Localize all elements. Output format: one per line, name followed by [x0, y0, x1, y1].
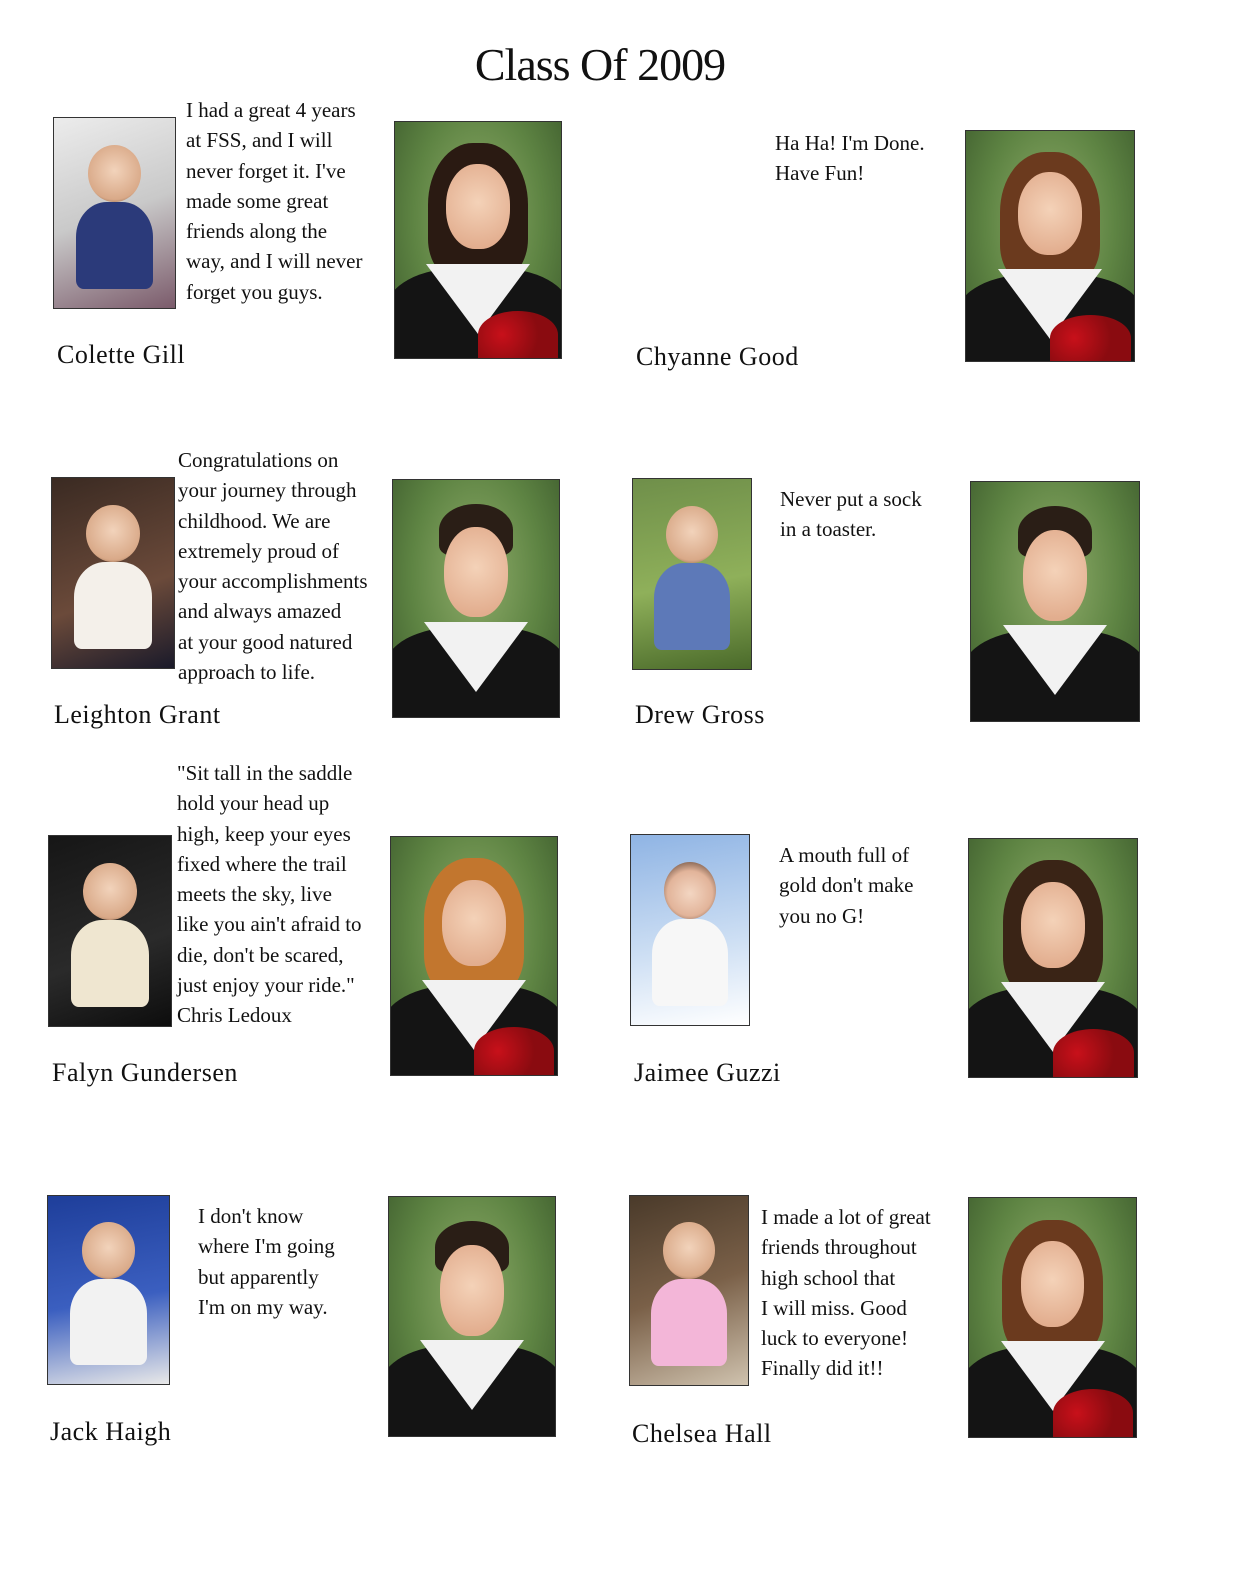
graduation-photo [968, 1197, 1137, 1438]
student-quote: "Sit tall in the saddle hold your head up high, keep your eyes fixed where the trail meets the sky, live like you ain't afraid to die, don't be scared, just enjoy your ride." Chris Ledoux [177, 761, 362, 1028]
student-quote: Never put a sock in a toaster. [780, 487, 922, 542]
student-name: Chyanne Good [636, 342, 799, 371]
student-quote: I made a lot of great friends throughout high school that I will miss. Good luck to everyone! Finally did it!! [761, 1205, 931, 1381]
student-name: Colette Gill [57, 340, 186, 369]
page-title: Class Of 2009 [474, 39, 726, 90]
graduation-photo [394, 121, 562, 359]
student-quote: I don't know where I'm going but apparently I'm on my way. [198, 1204, 335, 1319]
baby-photo [630, 834, 750, 1026]
graduation-photo [965, 130, 1135, 362]
graduation-photo [392, 479, 560, 718]
student-name: Jaimee Guzzi [634, 1058, 781, 1087]
student-name: Jack Haigh [50, 1417, 172, 1446]
baby-photo [47, 1195, 170, 1385]
student-name: Drew Gross [635, 700, 765, 729]
graduation-photo [390, 836, 558, 1076]
student-name: Leighton Grant [54, 700, 221, 729]
student-quote: I had a great 4 years at FSS, and I will never forget it. I've made some great friends along the way, and I will never forget you guys. [186, 98, 363, 304]
graduation-photo [388, 1196, 556, 1437]
baby-photo [51, 477, 175, 669]
graduation-photo [970, 481, 1140, 722]
graduation-photo [968, 838, 1138, 1078]
student-name: Chelsea Hall [632, 1419, 772, 1448]
student-quote: A mouth full of gold don't make you no G! [779, 843, 914, 928]
student-quote: Ha Ha! I'm Done. Have Fun! [775, 131, 925, 186]
student-quote: Congratulations on your journey through childhood. We are extremely proud of your accomplishments and always amazed at your good natured approach to life. [178, 448, 368, 685]
baby-photo [53, 117, 176, 309]
baby-photo [632, 478, 752, 670]
baby-photo [629, 1195, 749, 1386]
student-name: Falyn Gundersen [52, 1058, 238, 1087]
baby-photo [48, 835, 172, 1027]
